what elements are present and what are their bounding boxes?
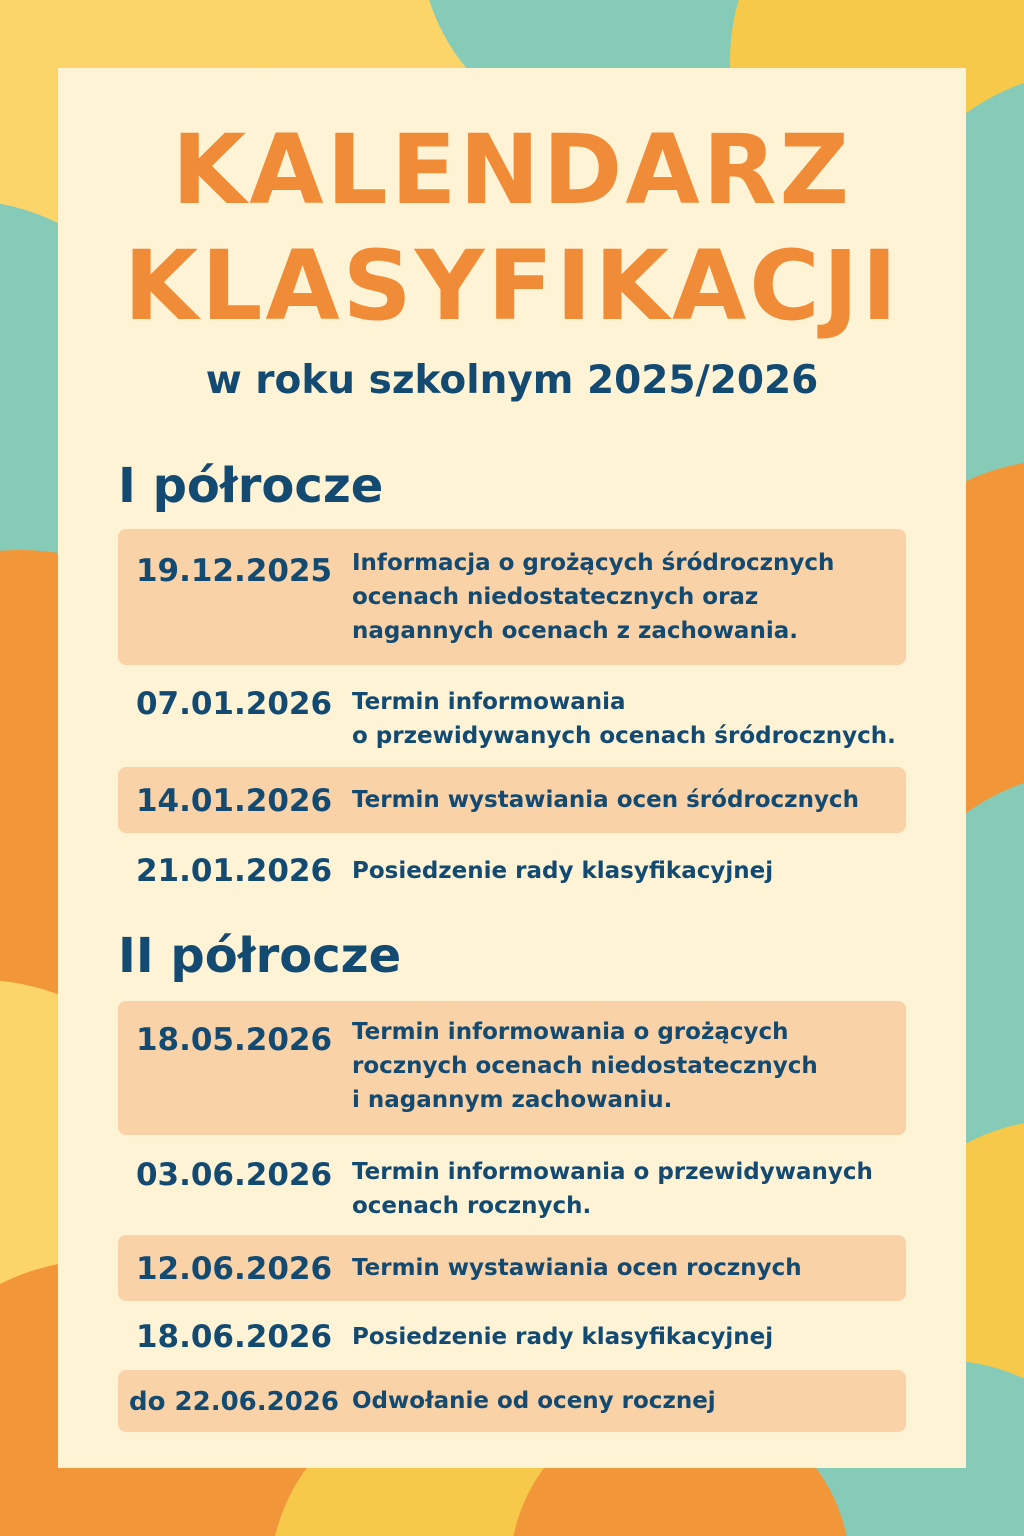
row-date: do 22.06.2026 [128,1387,339,1417]
row-date: 12.06.2026 [135,1251,333,1287]
row-description: Odwołanie od oceny rocznej [352,1388,716,1414]
schedule-row [118,767,906,833]
section-title-first-semester: I półrocze [118,458,384,514]
row-date: 18.05.2026 [135,1022,333,1058]
calendar-panel [58,68,966,1468]
row-description: Posiedzenie rady klasyfikacyjnej [352,858,774,884]
title-line-1: KALENDARZ [171,114,853,226]
row-description: Termin wystawiania ocen śródrocznych [352,787,859,813]
row-date: 21.01.2026 [135,853,333,889]
schedule-row [118,1001,906,1135]
schedule-row [118,1370,906,1432]
row-date: 14.01.2026 [135,783,333,819]
row-description: Termin informowania o grożących rocznych ocenach niedostatecznych i nagannym zachowaniu. [352,1019,818,1113]
schedule-row [118,529,906,665]
schedule-row [118,1235,906,1301]
row-description: Informacja o grożących śródrocznych ocenach niedostatecznych oraz nagannych ocenach z zachowania. [352,550,835,644]
row-description: Termin wystawiania ocen rocznych [352,1255,802,1281]
row-date: 18.06.2026 [135,1319,333,1355]
row-date: 19.12.2025 [135,553,333,589]
row-date: 03.06.2026 [135,1157,333,1193]
schedule-row [118,840,906,900]
schedule-row [118,678,906,758]
row-date: 07.01.2026 [135,686,333,722]
schedule-row [118,1148,906,1228]
schedule-row [118,1308,906,1364]
subtitle: w roku szkolnym 2025/2026 [205,358,819,403]
row-description: Termin informowania o przewidywanych ocenach śródrocznych. [352,689,896,749]
row-description: Posiedzenie rady klasyfikacyjnej [352,1324,774,1350]
section-title-second-semester: II półrocze [118,928,402,984]
title-line-2: KLASYFIKACJI [123,230,901,342]
row-description: Termin informowania o przewidywanych ocenach rocznych. [352,1159,873,1219]
